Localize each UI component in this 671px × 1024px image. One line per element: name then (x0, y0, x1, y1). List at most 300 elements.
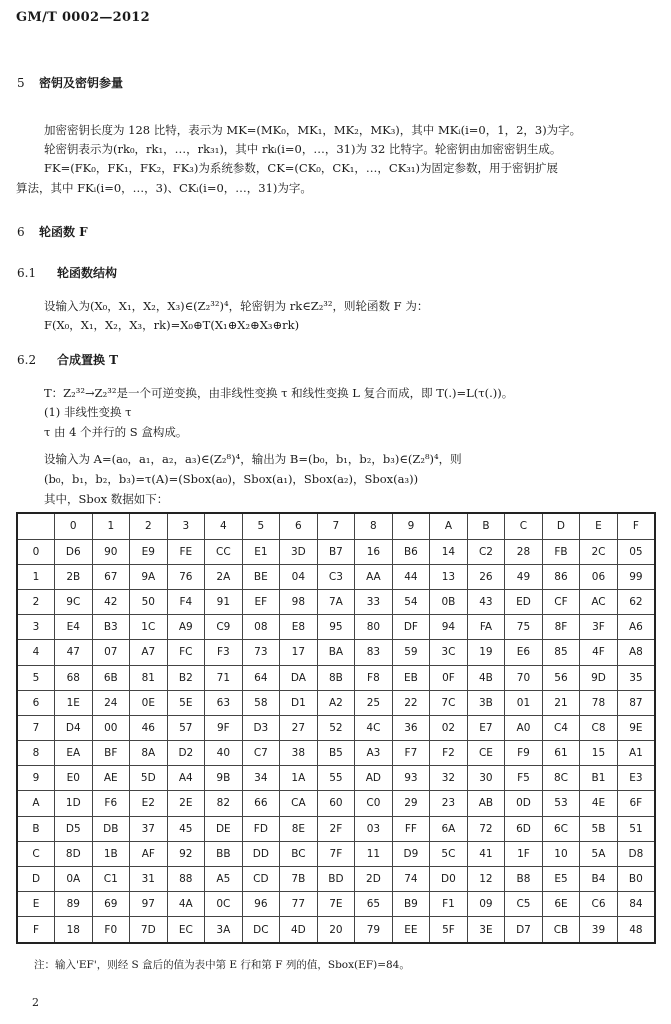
sbox-cell: 18 (55, 917, 93, 943)
sbox-cell: 3C (430, 640, 468, 665)
sbox-row-header: 5 (17, 665, 55, 690)
sbox-table (16, 512, 656, 944)
sbox-cell: 6E (542, 892, 580, 917)
sbox-cell: F9 (505, 741, 543, 766)
sbox-cell: 5B (580, 816, 618, 841)
sbox-cell: 70 (505, 665, 543, 690)
sbox-cell: CB (542, 917, 580, 943)
sbox-cell: FB (542, 539, 580, 564)
sbox-cell: 78 (580, 690, 618, 715)
sbox-cell: 37 (130, 816, 168, 841)
sbox-cell: A6 (617, 615, 655, 640)
sbox-cell: 8C (542, 766, 580, 791)
sbox-col-header: 3 (167, 513, 205, 539)
section-5-heading (17, 74, 123, 91)
sbox-row-header: 0 (17, 539, 55, 564)
sbox-row (17, 640, 655, 665)
section-6-heading (17, 223, 88, 240)
sbox-cell: D3 (242, 715, 280, 740)
sbox-cell: C1 (92, 866, 130, 891)
sbox-cell: 0F (430, 665, 468, 690)
sbox-cell: 38 (280, 741, 318, 766)
sbox-cell: A9 (167, 615, 205, 640)
section-6-1-formula: F(X₀，X₁，X₂，X₃，rk)=X₀⊕T(X₁⊕X₂⊕X₃⊕rk) (44, 318, 300, 332)
sbox-cell: 43 (467, 589, 505, 614)
sbox-cell: 82 (205, 791, 243, 816)
sbox-cell: 16 (355, 539, 393, 564)
sbox-col-header: A (430, 513, 468, 539)
sbox-cell: 5A (580, 841, 618, 866)
sbox-cell: 29 (392, 791, 430, 816)
sbox-cell: 7B (280, 866, 318, 891)
sbox-cell: CE (467, 741, 505, 766)
sbox-cell: BF (92, 741, 130, 766)
sbox-cell: 6C (542, 816, 580, 841)
sbox-cell: C2 (467, 539, 505, 564)
sbox-cell: 89 (55, 892, 93, 917)
sbox-row-header: 7 (17, 715, 55, 740)
sbox-cell: 99 (617, 564, 655, 589)
sbox-cell: 7E (317, 892, 355, 917)
sbox-cell: C5 (505, 892, 543, 917)
sbox-cell: 20 (317, 917, 355, 943)
sbox-cell: 2B (55, 564, 93, 589)
sbox-cell: 0C (205, 892, 243, 917)
sbox-cell: C8 (580, 715, 618, 740)
sbox-cell: 13 (430, 564, 468, 589)
sbox-cell: 04 (280, 564, 318, 589)
sbox-cell: C7 (242, 741, 280, 766)
sbox-cell: C6 (580, 892, 618, 917)
sbox-row (17, 589, 655, 614)
sbox-cell: 76 (167, 564, 205, 589)
sbox-col-header: 4 (205, 513, 243, 539)
sbox-cell: 96 (242, 892, 280, 917)
sbox-cell: CF (542, 589, 580, 614)
sbox-cell: F2 (430, 741, 468, 766)
sbox-cell: 92 (167, 841, 205, 866)
sbox-cell: 3B (467, 690, 505, 715)
sbox-cell: 42 (92, 589, 130, 614)
sbox-cell: 47 (55, 640, 93, 665)
sbox-row (17, 615, 655, 640)
sbox-cell: AF (130, 841, 168, 866)
sbox-cell: D4 (55, 715, 93, 740)
sbox-cell: A2 (317, 690, 355, 715)
sbox-col-header: F (617, 513, 655, 539)
sbox-cell: 68 (55, 665, 93, 690)
sbox-cell: F3 (205, 640, 243, 665)
section-5-line-1: 加密密钥长度为 128 比特，表示为 MK=(MK₀，MK₁，MK₂，MK₃)，其中 MKᵢ(i=0，1，2，3)为字。 (44, 123, 582, 137)
sbox-cell: 6F (617, 791, 655, 816)
sbox-cell: 67 (92, 564, 130, 589)
sbox-cell: EA (55, 741, 93, 766)
sbox-cell: 50 (130, 589, 168, 614)
sbox-cell: 48 (617, 917, 655, 943)
sbox-cell: 44 (392, 564, 430, 589)
sbox-cell: FE (167, 539, 205, 564)
sbox-row-header: 9 (17, 766, 55, 791)
sbox-cell: 66 (242, 791, 280, 816)
sbox-cell: D7 (505, 917, 543, 943)
section-6-title: 轮函数 F (39, 225, 88, 239)
sbox-cell: 35 (617, 665, 655, 690)
sbox-row-header: C (17, 841, 55, 866)
sbox-cell: 85 (542, 640, 580, 665)
sbox-cell: C4 (542, 715, 580, 740)
sbox-cell: 5D (130, 766, 168, 791)
sbox-col-header: 8 (355, 513, 393, 539)
sbox-cell: 55 (317, 766, 355, 791)
sbox-cell: 9C (55, 589, 93, 614)
sbox-row-header: D (17, 866, 55, 891)
sbox-cell: 4F (580, 640, 618, 665)
sbox-cell: D6 (55, 539, 93, 564)
sbox-cell: 5E (167, 690, 205, 715)
sbox-cell: BD (317, 866, 355, 891)
sbox-cell: 32 (430, 766, 468, 791)
section-6-1-line-1: 设输入为(X₀，X₁，X₂，X₃)∈(Z₂³²)⁴，轮密钥为 rk∈Z₂³²，则轮函数 F 为： (44, 299, 429, 313)
sbox-cell: 1A (280, 766, 318, 791)
sbox-cell: 02 (430, 715, 468, 740)
sbox-cell: 97 (130, 892, 168, 917)
sbox-cell: BA (317, 640, 355, 665)
sbox-cell: B9 (392, 892, 430, 917)
sbox-cell: E3 (617, 766, 655, 791)
sbox-cell: 45 (167, 816, 205, 841)
sbox-row (17, 539, 655, 564)
section-5-line-3: FK=(FK₀，FK₁，FK₂，FK₃)为系统参数，CK=(CK₀，CK₁，…，CK₃₁)为固定参数，用于密钥扩展 (44, 161, 559, 175)
sbox-cell: 14 (430, 539, 468, 564)
sbox-cell: 4E (580, 791, 618, 816)
section-6-2-heading (17, 351, 118, 368)
sbox-col-header: 0 (55, 513, 93, 539)
sbox-cell: AA (355, 564, 393, 589)
sbox-col-header: 9 (392, 513, 430, 539)
sbox-cell: B6 (392, 539, 430, 564)
sbox-cell: 3A (205, 917, 243, 943)
sbox-cell: 36 (392, 715, 430, 740)
sbox-cell: 11 (355, 841, 393, 866)
sbox-cell: 0A (55, 866, 93, 891)
sbox-cell: 4B (467, 665, 505, 690)
section-6-2-line-5: (b₀，b₁，b₂，b₃)=τ(A)=(Sbox(a₀)，Sbox(a₁)，Sbox(a₂)，Sbox(a₃)) (44, 472, 419, 486)
sbox-corner-cell (17, 513, 55, 539)
sbox-cell: B4 (580, 866, 618, 891)
sbox-cell: 26 (467, 564, 505, 589)
sbox-col-header: 5 (242, 513, 280, 539)
sbox-cell: 87 (617, 690, 655, 715)
sbox-table-body (17, 513, 655, 943)
sbox-cell: 57 (167, 715, 205, 740)
sbox-cell: 6A (430, 816, 468, 841)
sbox-col-header: C (505, 513, 543, 539)
sbox-cell: 09 (467, 892, 505, 917)
sbox-cell: 06 (580, 564, 618, 589)
sbox-cell: 1C (130, 615, 168, 640)
sbox-cell: B1 (580, 766, 618, 791)
sbox-cell: D8 (617, 841, 655, 866)
sbox-cell: 08 (242, 615, 280, 640)
sbox-cell: 24 (92, 690, 130, 715)
sbox-cell: 9F (205, 715, 243, 740)
sbox-cell: BB (205, 841, 243, 866)
sbox-cell: 0B (430, 589, 468, 614)
sbox-cell: 72 (467, 816, 505, 841)
sbox-cell: 64 (242, 665, 280, 690)
sbox-row (17, 841, 655, 866)
sbox-cell: B7 (317, 539, 355, 564)
sbox-cell: AC (580, 589, 618, 614)
sbox-cell: A0 (505, 715, 543, 740)
sbox-row (17, 564, 655, 589)
sbox-cell: F5 (505, 766, 543, 791)
sbox-cell: A3 (355, 741, 393, 766)
sbox-cell: A8 (617, 640, 655, 665)
sbox-col-header: 6 (280, 513, 318, 539)
sbox-cell: B5 (317, 741, 355, 766)
sbox-cell: 00 (92, 715, 130, 740)
sbox-cell: AD (355, 766, 393, 791)
sbox-cell: 21 (542, 690, 580, 715)
sbox-col-header: 1 (92, 513, 130, 539)
sbox-cell: 8A (130, 741, 168, 766)
sbox-cell: 4C (355, 715, 393, 740)
sbox-cell: E0 (55, 766, 93, 791)
sbox-cell: 2D (355, 866, 393, 891)
sbox-cell: E6 (505, 640, 543, 665)
section-6-number: 6 (17, 225, 25, 239)
sbox-cell: CA (280, 791, 318, 816)
table-note: 注：输入'EF'，则经 S 盒后的值为表中第 E 行和第 F 列的值，Sbox(EF)=84。 (34, 959, 410, 971)
sbox-cell: 56 (542, 665, 580, 690)
sbox-cell: 22 (392, 690, 430, 715)
sbox-cell: FF (392, 816, 430, 841)
sbox-col-header: E (580, 513, 618, 539)
sbox-cell: F7 (392, 741, 430, 766)
sbox-cell: 86 (542, 564, 580, 589)
sbox-cell: C9 (205, 615, 243, 640)
sbox-col-header: D (542, 513, 580, 539)
sbox-cell: 83 (355, 640, 393, 665)
sbox-cell: 79 (355, 917, 393, 943)
sbox-cell: 65 (355, 892, 393, 917)
section-6-2-line-6: 其中，Sbox 数据如下： (44, 492, 169, 506)
sbox-cell: 59 (392, 640, 430, 665)
sbox-cell: 75 (505, 615, 543, 640)
sbox-cell: 74 (392, 866, 430, 891)
sbox-cell: F0 (92, 917, 130, 943)
sbox-cell: F1 (430, 892, 468, 917)
sbox-cell: B2 (167, 665, 205, 690)
sbox-cell: FA (467, 615, 505, 640)
sbox-cell: E8 (280, 615, 318, 640)
sbox-cell: DD (242, 841, 280, 866)
sbox-cell: 31 (130, 866, 168, 891)
sbox-cell: B8 (505, 866, 543, 891)
sbox-cell: DC (242, 917, 280, 943)
sbox-cell: AE (92, 766, 130, 791)
sbox-cell: E2 (130, 791, 168, 816)
sbox-cell: 93 (392, 766, 430, 791)
sbox-cell: 23 (430, 791, 468, 816)
sbox-row-header: 3 (17, 615, 55, 640)
sbox-cell: E5 (542, 866, 580, 891)
sbox-cell: 1D (55, 791, 93, 816)
sbox-cell: 01 (505, 690, 543, 715)
sbox-cell: E1 (242, 539, 280, 564)
sbox-cell: 73 (242, 640, 280, 665)
sbox-cell: 0D (505, 791, 543, 816)
sbox-cell: A4 (167, 766, 205, 791)
sbox-cell: 41 (467, 841, 505, 866)
sbox-cell: 62 (617, 589, 655, 614)
sbox-cell: DB (92, 816, 130, 841)
sbox-cell: FD (242, 816, 280, 841)
sbox-cell: D9 (392, 841, 430, 866)
sbox-cell: 12 (467, 866, 505, 891)
sbox-cell: E7 (467, 715, 505, 740)
sbox-cell: DF (392, 615, 430, 640)
sbox-cell: AB (467, 791, 505, 816)
page-number: 2 (32, 996, 39, 1009)
sbox-cell: 19 (467, 640, 505, 665)
sbox-cell: A1 (617, 741, 655, 766)
sbox-cell: 9A (130, 564, 168, 589)
sbox-cell: 69 (92, 892, 130, 917)
sbox-cell: 63 (205, 690, 243, 715)
sbox-row-header: 6 (17, 690, 55, 715)
sbox-cell: 5C (430, 841, 468, 866)
sbox-cell: 33 (355, 589, 393, 614)
section-6-1-heading (17, 264, 117, 281)
sbox-cell: EB (392, 665, 430, 690)
sbox-row-header: A (17, 791, 55, 816)
section-5-line-2: 轮密钥表示为(rk₀，rk₁，…，rk₃₁)，其中 rkᵢ(i=0，…，31)为 32 比特字。轮密钥由加密密钥生成。 (44, 142, 562, 156)
section-6-1-number: 6.1 (17, 266, 37, 280)
sbox-cell: 53 (542, 791, 580, 816)
sbox-cell: D0 (430, 866, 468, 891)
sbox-cell: 34 (242, 766, 280, 791)
sbox-cell: 98 (280, 589, 318, 614)
sbox-cell: 10 (542, 841, 580, 866)
sbox-cell: 6D (505, 816, 543, 841)
sbox-cell: 49 (505, 564, 543, 589)
sbox-cell: 1E (55, 690, 93, 715)
sbox-cell: 30 (467, 766, 505, 791)
sbox-cell: CD (242, 866, 280, 891)
sbox-cell: F4 (167, 589, 205, 614)
sbox-cell: 0E (130, 690, 168, 715)
sbox-cell: FC (167, 640, 205, 665)
sbox-row (17, 791, 655, 816)
sbox-cell: 2C (580, 539, 618, 564)
document-header: GM/T 0002—2012 (16, 10, 151, 25)
sbox-cell: 80 (355, 615, 393, 640)
sbox-cell: 84 (617, 892, 655, 917)
sbox-cell: BE (242, 564, 280, 589)
sbox-row-header: 2 (17, 589, 55, 614)
sbox-cell: 28 (505, 539, 543, 564)
sbox-row (17, 690, 655, 715)
sbox-cell: 7D (130, 917, 168, 943)
sbox-cell: 2A (205, 564, 243, 589)
sbox-cell: EE (392, 917, 430, 943)
sbox-cell: B3 (92, 615, 130, 640)
sbox-cell: 8D (55, 841, 93, 866)
sbox-row-header: 4 (17, 640, 55, 665)
sbox-cell: 03 (355, 816, 393, 841)
section-5-title: 密钥及密钥参量 (39, 76, 124, 90)
sbox-cell: 60 (317, 791, 355, 816)
section-5-line-4: 算法，其中 FKᵢ(i=0，…，3)、CKᵢ(i=0，…，31)为字。 (16, 181, 312, 195)
sbox-cell: D5 (55, 816, 93, 841)
sbox-row-header: B (17, 816, 55, 841)
sbox-row (17, 665, 655, 690)
sbox-cell: 1F (505, 841, 543, 866)
sbox-cell: 3E (467, 917, 505, 943)
sbox-cell: E4 (55, 615, 93, 640)
sbox-cell: 71 (205, 665, 243, 690)
sbox-cell: C3 (317, 564, 355, 589)
sbox-cell: A5 (205, 866, 243, 891)
sbox-cell: F6 (92, 791, 130, 816)
section-6-2-number: 6.2 (17, 353, 37, 367)
sbox-cell: CC (205, 539, 243, 564)
section-6-2-line-3: τ 由 4 个并行的 S 盒构成。 (44, 425, 188, 439)
section-6-2-line-4: 设输入为 A=(a₀，a₁，a₂，a₃)∈(Z₂⁸)⁴，输出为 B=(b₀，b₁，b₂，b₃)∈(Z₂⁸)⁴，则 (44, 452, 462, 466)
sbox-cell: C0 (355, 791, 393, 816)
sbox-cell: 9B (205, 766, 243, 791)
sbox-cell: 40 (205, 741, 243, 766)
sbox-cell: A7 (130, 640, 168, 665)
sbox-cell: 91 (205, 589, 243, 614)
sbox-cell: 46 (130, 715, 168, 740)
section-6-2-line-2: (1) 非线性变换 τ (44, 405, 132, 419)
sbox-cell: BC (280, 841, 318, 866)
sbox-row-header: 8 (17, 741, 55, 766)
sbox-cell: 88 (167, 866, 205, 891)
sbox-cell: 52 (317, 715, 355, 740)
sbox-cell: D2 (167, 741, 205, 766)
sbox-cell: 1B (92, 841, 130, 866)
sbox-cell: 39 (580, 917, 618, 943)
sbox-cell: DE (205, 816, 243, 841)
sbox-cell: 25 (355, 690, 393, 715)
sbox-cell: 7F (317, 841, 355, 866)
sbox-cell: 90 (92, 539, 130, 564)
sbox-cell: 95 (317, 615, 355, 640)
sbox-cell: 7C (430, 690, 468, 715)
sbox-cell: B0 (617, 866, 655, 891)
sbox-cell: 54 (392, 589, 430, 614)
sbox-col-header: B (467, 513, 505, 539)
sbox-cell: 7A (317, 589, 355, 614)
sbox-col-header: 2 (130, 513, 168, 539)
sbox-cell: D1 (280, 690, 318, 715)
sbox-cell: DA (280, 665, 318, 690)
sbox-cell: ED (505, 589, 543, 614)
sbox-cell: F8 (355, 665, 393, 690)
section-6-1-title: 轮函数结构 (57, 266, 118, 280)
sbox-row (17, 866, 655, 891)
sbox-col-header: 7 (317, 513, 355, 539)
sbox-cell: 51 (617, 816, 655, 841)
sbox-cell: 8F (542, 615, 580, 640)
sbox-cell: 15 (580, 741, 618, 766)
sbox-cell: 3D (280, 539, 318, 564)
section-5-number: 5 (17, 76, 25, 90)
